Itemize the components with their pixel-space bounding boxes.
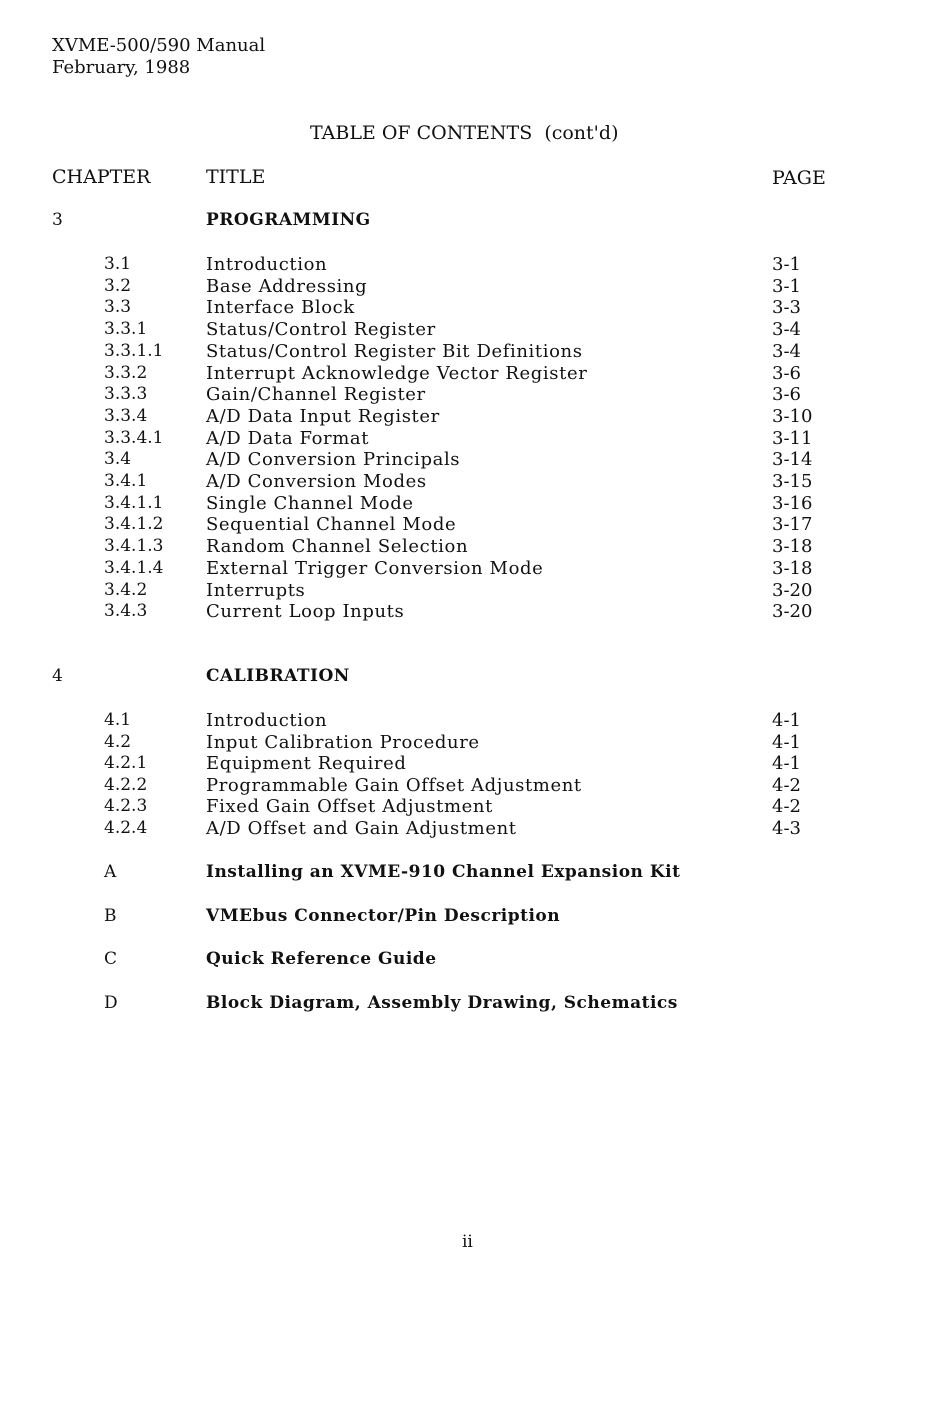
section-title: Status/Control Register (206, 319, 436, 341)
page-reference: 4-2 (772, 796, 801, 818)
section-number: 3.2 (104, 275, 132, 296)
appendix-letter: A (104, 862, 117, 882)
appendix-entry (0, 949, 950, 971)
page-reference: 3-4 (772, 340, 801, 362)
toc-entry (0, 514, 950, 536)
appendix-letter: D (104, 992, 118, 1013)
appendix-letter: B (104, 905, 117, 926)
section-title: A/D Offset and Gain Adjustment (206, 818, 517, 839)
section-number: 3.4.1.2 (104, 514, 164, 535)
page-reference: 3-14 (772, 449, 813, 471)
section-number: 3.3.3 (104, 384, 148, 405)
column-header-page: PAGE (772, 167, 826, 189)
page-reference: 4-1 (772, 753, 801, 775)
toc-entry (0, 471, 950, 493)
section-number: 3.4.1.4 (104, 557, 164, 578)
section-number: 3.4.1.3 (104, 536, 164, 557)
section-title: Introduction (206, 710, 328, 731)
section-title: Status/Control Register Bit Definitions (206, 340, 583, 362)
section-number: 4.2 (104, 731, 132, 752)
section-title: External Trigger Conversion Mode (206, 557, 544, 579)
column-header-chapter: CHAPTER (52, 166, 151, 188)
page-reference: 3-1 (772, 254, 801, 275)
appendix-title: VMEbus Connector/Pin Description (206, 905, 561, 926)
section-number: 3.3.2 (104, 362, 148, 383)
appendix-letter: C (104, 949, 118, 969)
toc-entry (0, 428, 950, 450)
toc-entry (0, 319, 950, 341)
chapter-number: 4 (52, 666, 63, 686)
toc-entry (0, 297, 950, 319)
appendix-title: Quick Reference Guide (206, 949, 437, 969)
section-number: 4.1 (104, 710, 132, 730)
section-number: 3.4.1 (104, 471, 148, 491)
page-reference: 4-1 (772, 710, 801, 731)
toc-entry (0, 753, 950, 775)
section-title: Fixed Gain Offset Adjustment (206, 796, 493, 818)
appendix-entry (0, 862, 950, 884)
section-number: 4.2.1 (104, 753, 148, 774)
toc-entry (0, 384, 950, 406)
toc-entry (0, 276, 950, 298)
section-title: A/D Data Format (206, 427, 370, 449)
toc-entry (0, 796, 950, 818)
page-reference: 3-6 (772, 362, 801, 384)
section-number: 3.3.4 (104, 405, 148, 426)
section-title: Interrupt Acknowledge Vector Register (206, 362, 588, 384)
page-reference: 3-18 (772, 536, 813, 558)
page-reference: 3-11 (772, 427, 813, 449)
section-title: Programmable Gain Offset Adjustment (206, 774, 582, 796)
section-title: A/D Conversion Principals (206, 449, 461, 471)
section-title: Equipment Required (206, 753, 407, 775)
toc-entry (0, 775, 950, 797)
section-number: 3.3.1 (104, 319, 148, 340)
page-number: ii (462, 1232, 473, 1252)
section-number: 4.2.4 (104, 818, 148, 838)
toc-entry (0, 493, 950, 515)
section-number: 3.3.1.1 (104, 340, 164, 361)
section-title: Gain/Channel Register (206, 384, 426, 406)
section-number: 3.3 (104, 297, 132, 318)
page-reference: 4-3 (772, 818, 801, 839)
page-reference: 3-18 (772, 557, 813, 579)
toc-entry (0, 536, 950, 558)
section-number: 3.4.3 (104, 601, 148, 622)
page-reference: 4-2 (772, 774, 801, 796)
toc-entry (0, 254, 950, 276)
page-reference: 3-17 (772, 514, 813, 536)
section-title: Current Loop Inputs (206, 601, 405, 623)
toc-entry (0, 558, 950, 580)
chapter-title: CALIBRATION (206, 666, 350, 686)
section-number: 3.3.4.1 (104, 427, 164, 448)
appendix-title: Block Diagram, Assembly Drawing, Schematics (206, 992, 678, 1013)
section-number: 4.2.3 (104, 796, 148, 817)
page-reference: 3-1 (772, 275, 801, 297)
toc-entry (0, 818, 950, 840)
section-title: A/D Data Input Register (206, 405, 440, 427)
toc-entry (0, 732, 950, 754)
toc-entry (0, 710, 950, 732)
section-title: Sequential Channel Mode (206, 514, 457, 536)
section-title: Interface Block (206, 297, 355, 319)
chapter-number: 3 (52, 210, 63, 230)
page-reference: 3-10 (772, 405, 813, 427)
toc-entry (0, 363, 950, 385)
page-reference: 3-20 (772, 601, 813, 623)
page-reference: 3-6 (772, 384, 801, 406)
section-number: 3.4 (104, 449, 132, 470)
section-number: 3.4.2 (104, 579, 148, 600)
page-reference: 3-16 (772, 492, 813, 514)
toc-title: TABLE OF CONTENTS (cont'd) (310, 122, 619, 144)
appendix-entry (0, 993, 950, 1015)
appendix-title: Installing an XVME-910 Channel Expansion Kit (206, 862, 681, 882)
section-title: Introduction (206, 254, 328, 275)
section-title: Single Channel Mode (206, 492, 414, 514)
page-reference: 3-20 (772, 579, 813, 601)
section-title: Base Addressing (206, 275, 368, 297)
page-reference: 3-15 (772, 471, 813, 492)
manual-name: XVME-500/590 Manual (52, 35, 266, 56)
manual-date: February, 1988 (52, 57, 191, 78)
section-number: 3.1 (104, 254, 132, 274)
chapter-title: PROGRAMMING (206, 210, 371, 230)
page-reference: 3-4 (772, 319, 801, 341)
page-reference: 4-1 (772, 731, 801, 753)
section-title: Interrupts (206, 579, 306, 601)
page-reference: 3-3 (772, 297, 801, 319)
section-number: 4.2.2 (104, 774, 148, 795)
toc-entry (0, 580, 950, 602)
section-number: 3.4.1.1 (104, 492, 164, 513)
toc-entry (0, 449, 950, 471)
section-title: A/D Conversion Modes (206, 471, 427, 492)
toc-entry (0, 341, 950, 363)
toc-entry (0, 406, 950, 428)
toc-entry (0, 601, 950, 623)
appendix-entry (0, 906, 950, 928)
section-title: Random Channel Selection (206, 536, 469, 558)
section-title: Input Calibration Procedure (206, 731, 480, 753)
column-header-title: TITLE (206, 166, 266, 188)
